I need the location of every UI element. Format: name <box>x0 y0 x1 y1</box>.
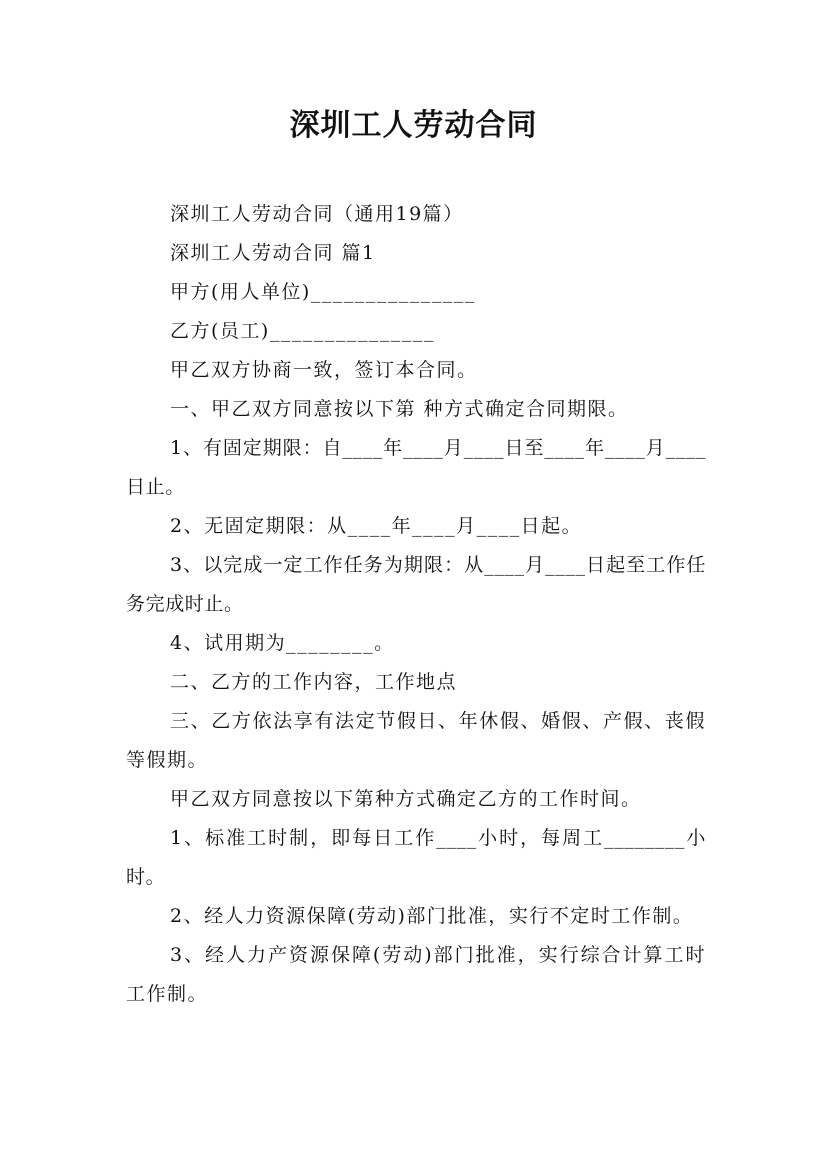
paragraph-subtitle: 深圳工人劳动合同（通用19篇） <box>170 203 464 225</box>
paragraph-section-heading: 深圳工人劳动合同 篇1 <box>170 242 376 264</box>
paragraph-task-term: 3、以完成一定工作任务为期限：从____月____日起至工作任务完成时止。 <box>126 554 706 615</box>
paragraph-flexible-hours: 2、经人力资源保障(劳动)部门批准，实行不定时工作制。 <box>170 905 694 927</box>
paragraph-clause-2: 二、乙方的工作内容，工作地点 <box>170 671 458 693</box>
paragraph-fixed-term: 1、有固定期限：自____年____月____日至____年____月____日止。 <box>126 437 706 498</box>
paragraph-clause-1: 一、甲乙双方同意按以下第 种方式确定合同期限。 <box>170 398 629 420</box>
document-body <box>126 195 706 1014</box>
paragraph-standard-hours: 1、标准工时制，即每日工作____小时，每周工________小时。 <box>126 827 706 888</box>
paragraph-comprehensive-hours: 3、经人力产资源保障(劳动)部门批准，实行综合计算工时工作制。 <box>126 944 706 1005</box>
paragraph-clause-3: 三、乙方依法享有法定节假日、年休假、婚假、产假、丧假等假期。 <box>126 710 706 771</box>
paragraph-party-b: 乙方(员工)_______________ <box>170 320 435 342</box>
paragraph-work-hours: 甲乙双方同意按以下第种方式确定乙方的工作时间。 <box>170 788 642 810</box>
document-title: 深圳工人劳动合同 <box>289 108 538 143</box>
paragraph-probation: 4、试用期为________。 <box>170 632 395 654</box>
paragraph-open-term: 2、无固定期限：从____年____月____日起。 <box>170 515 583 537</box>
paragraph-party-a: 甲方(用人单位)_______________ <box>170 281 476 303</box>
paragraph-agreement: 甲乙双方协商一致，签订本合同。 <box>170 359 478 381</box>
